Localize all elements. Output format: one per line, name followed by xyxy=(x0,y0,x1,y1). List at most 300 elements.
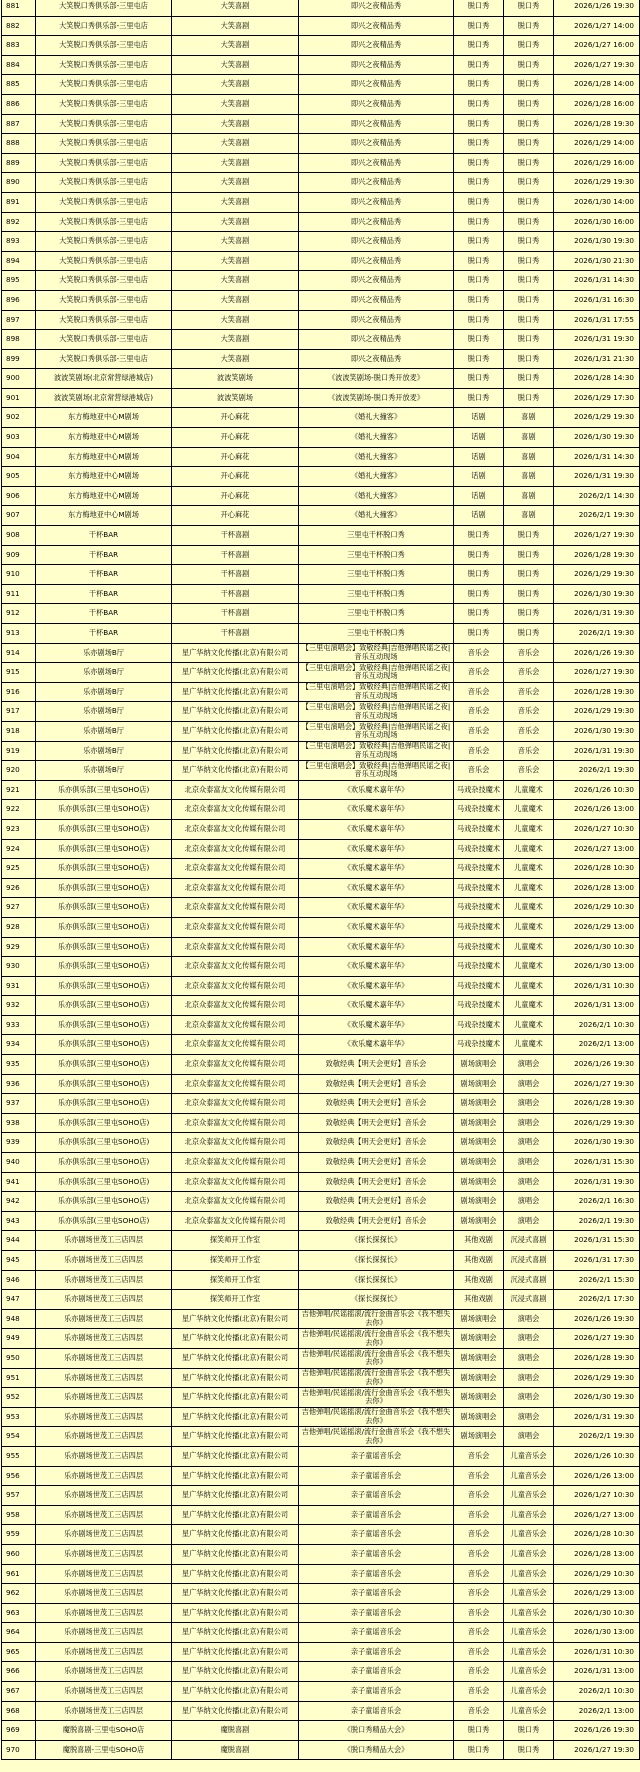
show-title-cell: 【三里屯演唱会】致敬经典|吉他弹唱民谣之夜|音乐互动现场 xyxy=(299,682,454,702)
venue-cell: 乐亦俱乐部(三里屯SOHO店) xyxy=(36,1074,172,1094)
datetime-cell: 2026/2/1 19:30 xyxy=(554,506,640,526)
subcategory-cell: 沉浸式喜剧 xyxy=(504,1231,554,1251)
row-number: 896 xyxy=(2,290,36,310)
organizer-cell: 星广华纳文化传播(北京)有限公司 xyxy=(172,1584,299,1604)
show-title-cell: 吉他弹唱/民谣摇滚/流行金曲音乐会《我不想失去你》 xyxy=(299,1309,454,1329)
show-title-cell: 《欢乐魔术嘉年华》 xyxy=(299,859,454,879)
table-row xyxy=(2,36,640,56)
venue-cell: 乐亦俱乐部(三里屯SOHO店) xyxy=(36,819,172,839)
table-row xyxy=(2,1153,640,1173)
row-number: 927 xyxy=(2,898,36,918)
show-title-cell: 亲子童谣音乐会 xyxy=(299,1642,454,1662)
venue-cell: 大笑脱口秀俱乐部-三里屯店 xyxy=(36,36,172,56)
subcategory-cell: 沉浸式喜剧 xyxy=(504,1290,554,1310)
show-title-cell: 吉他弹唱/民谣摇滚/流行金曲音乐会《我不想失去你》 xyxy=(299,1427,454,1447)
organizer-cell: 北京众泰富友文化传媒有限公司 xyxy=(172,1015,299,1035)
table-row xyxy=(2,467,640,487)
subcategory-cell: 音乐会 xyxy=(504,663,554,683)
row-number: 964 xyxy=(2,1623,36,1643)
table-row xyxy=(2,1348,640,1368)
subcategory-cell: 儿童音乐会 xyxy=(504,1446,554,1466)
table-row xyxy=(2,682,640,702)
subcategory-cell: 演唱会 xyxy=(504,1388,554,1408)
subcategory-cell: 脱口秀 xyxy=(504,16,554,36)
category-cell: 脱口秀 xyxy=(454,388,504,408)
table-row xyxy=(2,1290,640,1310)
category-cell: 脱口秀 xyxy=(454,545,504,565)
category-cell: 脱口秀 xyxy=(454,16,504,36)
datetime-cell: 2026/1/30 19:30 xyxy=(554,1133,640,1153)
organizer-cell: 北京众泰富友文化传媒有限公司 xyxy=(172,937,299,957)
organizer-cell: 开心麻花 xyxy=(172,467,299,487)
venue-cell: 干杯BAR xyxy=(36,584,172,604)
organizer-cell: 星广华纳文化传播(北京)有限公司 xyxy=(172,643,299,663)
table-row xyxy=(2,1603,640,1623)
row-number: 950 xyxy=(2,1348,36,1368)
venue-cell: 乐亦俱乐部(三里屯SOHO店) xyxy=(36,976,172,996)
show-title-cell: 《探长探探长》 xyxy=(299,1231,454,1251)
row-number: 930 xyxy=(2,957,36,977)
subcategory-cell: 脱口秀 xyxy=(504,212,554,232)
datetime-cell: 2026/1/30 19:30 xyxy=(554,584,640,604)
datetime-cell: 2026/1/28 14:30 xyxy=(554,369,640,389)
table-row xyxy=(2,1564,640,1584)
table-row xyxy=(2,780,640,800)
show-title-cell: 《欢乐魔术嘉年华》 xyxy=(299,780,454,800)
organizer-cell: 北京众泰富友文化传媒有限公司 xyxy=(172,1211,299,1231)
venue-cell: 大笑脱口秀俱乐部-三里屯店 xyxy=(36,153,172,173)
organizer-cell: 北京众泰富友文化传媒有限公司 xyxy=(172,878,299,898)
subcategory-cell: 脱口秀 xyxy=(504,310,554,330)
subcategory-cell: 演唱会 xyxy=(504,1309,554,1329)
row-number: 912 xyxy=(2,604,36,624)
subcategory-cell: 儿童魔术 xyxy=(504,878,554,898)
category-cell: 脱口秀 xyxy=(454,173,504,193)
organizer-cell: 大笑喜剧 xyxy=(172,290,299,310)
category-cell: 脱口秀 xyxy=(454,153,504,173)
show-title-cell: 亲子童谣音乐会 xyxy=(299,1505,454,1525)
subcategory-cell: 脱口秀 xyxy=(504,94,554,114)
datetime-cell: 2026/1/26 10:30 xyxy=(554,780,640,800)
datetime-cell: 2026/1/27 19:30 xyxy=(554,663,640,683)
venue-cell: 乐亦剧场世茂工三店四层 xyxy=(36,1348,172,1368)
subcategory-cell: 演唱会 xyxy=(504,1094,554,1114)
show-title-cell: 【三里屯演唱会】致敬经典|吉他弹唱民谣之夜|音乐互动现场 xyxy=(299,643,454,663)
subcategory-cell: 喜剧 xyxy=(504,467,554,487)
venue-cell: 乐亦剧场世茂工三店四层 xyxy=(36,1564,172,1584)
row-number: 959 xyxy=(2,1525,36,1545)
organizer-cell: 星广华纳文化传播(北京)有限公司 xyxy=(172,1446,299,1466)
venue-cell: 东方梅地亚中心M剧场 xyxy=(36,447,172,467)
row-number: 906 xyxy=(2,486,36,506)
organizer-cell: 星广华纳文化传播(北京)有限公司 xyxy=(172,702,299,722)
row-number: 946 xyxy=(2,1270,36,1290)
subcategory-cell: 儿童魔术 xyxy=(504,859,554,879)
subcategory-cell: 喜剧 xyxy=(504,408,554,428)
row-number: 913 xyxy=(2,624,36,644)
table-row xyxy=(2,1172,640,1192)
show-title-cell: 《欢乐魔术嘉年华》 xyxy=(299,878,454,898)
subcategory-cell: 儿童音乐会 xyxy=(504,1584,554,1604)
row-number: 920 xyxy=(2,761,36,781)
subcategory-cell: 脱口秀 xyxy=(504,349,554,369)
category-cell: 马戏杂技魔术 xyxy=(454,819,504,839)
show-title-cell: 致敬经典【明天会更好】音乐会 xyxy=(299,1055,454,1075)
row-number: 891 xyxy=(2,192,36,212)
datetime-cell: 2026/2/1 14:30 xyxy=(554,486,640,506)
organizer-cell: 大笑喜剧 xyxy=(172,251,299,271)
datetime-cell: 2026/1/31 19:30 xyxy=(554,1172,640,1192)
show-title-cell: 《婚礼大撞客》 xyxy=(299,486,454,506)
datetime-cell: 2026/2/1 17:30 xyxy=(554,1290,640,1310)
show-title-cell: 《婚礼大撞客》 xyxy=(299,408,454,428)
subcategory-cell: 儿童音乐会 xyxy=(504,1486,554,1506)
datetime-cell: 2026/1/26 19:30 xyxy=(554,643,640,663)
table-row xyxy=(2,584,640,604)
category-cell: 剧场演唱会 xyxy=(454,1192,504,1212)
table-row xyxy=(2,408,640,428)
category-cell: 音乐会 xyxy=(454,1603,504,1623)
table-row xyxy=(2,349,640,369)
show-title-cell: 亲子童谣音乐会 xyxy=(299,1584,454,1604)
category-cell: 音乐会 xyxy=(454,761,504,781)
table-row xyxy=(2,388,640,408)
organizer-cell: 星广华纳文化传播(北京)有限公司 xyxy=(172,1623,299,1643)
category-cell: 话剧 xyxy=(454,447,504,467)
show-title-cell: 亲子童谣音乐会 xyxy=(299,1662,454,1682)
row-number: 889 xyxy=(2,153,36,173)
row-number: 909 xyxy=(2,545,36,565)
schedule-table xyxy=(1,0,640,1760)
category-cell: 音乐会 xyxy=(454,721,504,741)
datetime-cell: 2026/1/30 13:00 xyxy=(554,1623,640,1643)
show-title-cell: 即兴之夜精品秀 xyxy=(299,310,454,330)
datetime-cell: 2026/1/31 17:30 xyxy=(554,1251,640,1271)
category-cell: 脱口秀 xyxy=(454,369,504,389)
row-number: 945 xyxy=(2,1251,36,1271)
venue-cell: 乐亦俱乐部(三里屯SOHO店) xyxy=(36,996,172,1016)
row-number: 935 xyxy=(2,1055,36,1075)
table-row xyxy=(2,996,640,1016)
show-title-cell: 吉他弹唱/民谣摇滚/流行金曲音乐会《我不想失去你》 xyxy=(299,1329,454,1349)
table-row xyxy=(2,898,640,918)
datetime-cell: 2026/1/28 19:30 xyxy=(554,545,640,565)
table-row xyxy=(2,800,640,820)
venue-cell: 乐亦剧场世茂工三店四层 xyxy=(36,1584,172,1604)
venue-cell: 乐亦剧场世茂工三店四层 xyxy=(36,1544,172,1564)
venue-cell: 乐亦剧场世茂工三店四层 xyxy=(36,1623,172,1643)
category-cell: 剧场演唱会 xyxy=(454,1427,504,1447)
row-number: 907 xyxy=(2,506,36,526)
row-number: 949 xyxy=(2,1329,36,1349)
datetime-cell: 2026/1/31 17:55 xyxy=(554,310,640,330)
row-number: 968 xyxy=(2,1701,36,1721)
table-row xyxy=(2,878,640,898)
show-title-cell: 即兴之夜精品秀 xyxy=(299,0,454,16)
subcategory-cell: 脱口秀 xyxy=(504,584,554,604)
organizer-cell: 大笑喜剧 xyxy=(172,134,299,154)
venue-cell: 乐亦俱乐部(三里屯SOHO店) xyxy=(36,1192,172,1212)
organizer-cell: 北京众泰富友文化传媒有限公司 xyxy=(172,957,299,977)
show-title-cell: 《欢乐魔术嘉年华》 xyxy=(299,957,454,977)
organizer-cell: 星广华纳文化传播(北京)有限公司 xyxy=(172,1329,299,1349)
venue-cell: 乐亦剧场世茂工三店四层 xyxy=(36,1662,172,1682)
row-number: 939 xyxy=(2,1133,36,1153)
category-cell: 脱口秀 xyxy=(454,604,504,624)
subcategory-cell: 脱口秀 xyxy=(504,526,554,546)
table-row xyxy=(2,957,640,977)
subcategory-cell: 脱口秀 xyxy=(504,75,554,95)
venue-cell: 乐亦剧场B厅 xyxy=(36,721,172,741)
datetime-cell: 2026/1/31 15:30 xyxy=(554,1153,640,1173)
organizer-cell: 北京众泰富友文化传媒有限公司 xyxy=(172,1035,299,1055)
show-title-cell: 致敬经典【明天会更好】音乐会 xyxy=(299,1172,454,1192)
show-title-cell: 即兴之夜精品秀 xyxy=(299,153,454,173)
show-title-cell: 即兴之夜精品秀 xyxy=(299,251,454,271)
row-number: 893 xyxy=(2,232,36,252)
organizer-cell: 北京众泰富友文化传媒有限公司 xyxy=(172,898,299,918)
table-row xyxy=(2,1309,640,1329)
organizer-cell: 波波笑剧场 xyxy=(172,369,299,389)
datetime-cell: 2026/1/30 19:30 xyxy=(554,232,640,252)
organizer-cell: 星广华纳文化传播(北京)有限公司 xyxy=(172,1525,299,1545)
datetime-cell: 2026/1/29 10:30 xyxy=(554,1564,640,1584)
category-cell: 话剧 xyxy=(454,506,504,526)
category-cell: 脱口秀 xyxy=(454,526,504,546)
category-cell: 脱口秀 xyxy=(454,349,504,369)
datetime-cell: 2026/1/29 19:30 xyxy=(554,565,640,585)
show-title-cell: 《欢乐魔术嘉年华》 xyxy=(299,1015,454,1035)
category-cell: 脱口秀 xyxy=(454,271,504,291)
row-number: 903 xyxy=(2,428,36,448)
table-row xyxy=(2,1329,640,1349)
row-number: 966 xyxy=(2,1662,36,1682)
show-title-cell: 亲子童谣音乐会 xyxy=(299,1446,454,1466)
subcategory-cell: 演唱会 xyxy=(504,1407,554,1427)
datetime-cell: 2026/1/30 10:30 xyxy=(554,937,640,957)
organizer-cell: 干杯喜剧 xyxy=(172,624,299,644)
show-title-cell: 即兴之夜精品秀 xyxy=(299,55,454,75)
venue-cell: 乐亦剧场世茂工三店四层 xyxy=(36,1388,172,1408)
datetime-cell: 2026/1/28 19:30 xyxy=(554,682,640,702)
venue-cell: 乐亦剧场世茂工三店四层 xyxy=(36,1486,172,1506)
datetime-cell: 2026/1/29 19:30 xyxy=(554,408,640,428)
datetime-cell: 2026/1/29 10:30 xyxy=(554,898,640,918)
venue-cell: 乐亦剧场世茂工三店四层 xyxy=(36,1701,172,1721)
row-number: 886 xyxy=(2,94,36,114)
row-number: 958 xyxy=(2,1505,36,1525)
category-cell: 剧场演唱会 xyxy=(454,1329,504,1349)
subcategory-cell: 演唱会 xyxy=(504,1172,554,1192)
datetime-cell: 2026/1/26 13:00 xyxy=(554,1466,640,1486)
table-row xyxy=(2,1211,640,1231)
show-title-cell: 《欢乐魔术嘉年华》 xyxy=(299,996,454,1016)
organizer-cell: 探笑师开工作室 xyxy=(172,1251,299,1271)
category-cell: 音乐会 xyxy=(454,1584,504,1604)
row-number: 936 xyxy=(2,1074,36,1094)
table-row xyxy=(2,1407,640,1427)
venue-cell: 乐亦俱乐部(三里屯SOHO店) xyxy=(36,1172,172,1192)
organizer-cell: 北京众泰富友文化传媒有限公司 xyxy=(172,1153,299,1173)
datetime-cell: 2026/1/27 19:30 xyxy=(554,55,640,75)
organizer-cell: 星广华纳文化传播(北京)有限公司 xyxy=(172,761,299,781)
subcategory-cell: 演唱会 xyxy=(504,1055,554,1075)
table-row xyxy=(2,1446,640,1466)
row-number: 952 xyxy=(2,1388,36,1408)
category-cell: 马戏杂技魔术 xyxy=(454,839,504,859)
show-title-cell: 亲子童谣音乐会 xyxy=(299,1486,454,1506)
category-cell: 脱口秀 xyxy=(454,232,504,252)
table-row xyxy=(2,1251,640,1271)
subcategory-cell: 脱口秀 xyxy=(504,192,554,212)
subcategory-cell: 儿童音乐会 xyxy=(504,1544,554,1564)
datetime-cell: 2026/1/28 19:30 xyxy=(554,1348,640,1368)
organizer-cell: 星广华纳文化传播(北京)有限公司 xyxy=(172,1642,299,1662)
show-title-cell: 吉他弹唱/民谣摇滚/流行金曲音乐会《我不想失去你》 xyxy=(299,1368,454,1388)
category-cell: 音乐会 xyxy=(454,1623,504,1643)
datetime-cell: 2026/1/31 19:30 xyxy=(554,604,640,624)
venue-cell: 乐亦剧场世茂工三店四层 xyxy=(36,1368,172,1388)
category-cell: 脱口秀 xyxy=(454,36,504,56)
category-cell: 脱口秀 xyxy=(454,94,504,114)
category-cell: 马戏杂技魔术 xyxy=(454,800,504,820)
category-cell: 脱口秀 xyxy=(454,310,504,330)
datetime-cell: 2026/1/26 13:00 xyxy=(554,800,640,820)
datetime-cell: 2026/2/1 15:30 xyxy=(554,1270,640,1290)
organizer-cell: 大笑喜剧 xyxy=(172,310,299,330)
venue-cell: 乐亦剧场世茂工三店四层 xyxy=(36,1427,172,1447)
venue-cell: 东方梅地亚中心M剧场 xyxy=(36,486,172,506)
datetime-cell: 2026/1/28 10:30 xyxy=(554,1525,640,1545)
organizer-cell: 星广华纳文化传播(北京)有限公司 xyxy=(172,1544,299,1564)
venue-cell: 大笑脱口秀俱乐部-三里屯店 xyxy=(36,192,172,212)
row-number: 911 xyxy=(2,584,36,604)
organizer-cell: 北京众泰富友文化传媒有限公司 xyxy=(172,1113,299,1133)
row-number: 914 xyxy=(2,643,36,663)
organizer-cell: 星广华纳文化传播(北京)有限公司 xyxy=(172,1407,299,1427)
organizer-cell: 探笑师开工作室 xyxy=(172,1231,299,1251)
category-cell: 马戏杂技魔术 xyxy=(454,996,504,1016)
subcategory-cell: 儿童魔术 xyxy=(504,957,554,977)
subcategory-cell: 脱口秀 xyxy=(504,604,554,624)
row-number: 883 xyxy=(2,36,36,56)
venue-cell: 干杯BAR xyxy=(36,545,172,565)
datetime-cell: 2026/2/1 16:30 xyxy=(554,1192,640,1212)
row-number: 887 xyxy=(2,114,36,134)
row-number: 894 xyxy=(2,251,36,271)
show-title-cell: 亲子童谣音乐会 xyxy=(299,1701,454,1721)
row-number: 905 xyxy=(2,467,36,487)
subcategory-cell: 儿童魔术 xyxy=(504,1035,554,1055)
subcategory-cell: 脱口秀 xyxy=(504,173,554,193)
category-cell: 其他戏剧 xyxy=(454,1270,504,1290)
show-title-cell: 三里屯干杯脱口秀 xyxy=(299,565,454,585)
venue-cell: 乐亦俱乐部(三里屯SOHO店) xyxy=(36,1113,172,1133)
table-row xyxy=(2,1133,640,1153)
table-row xyxy=(2,1388,640,1408)
table-row xyxy=(2,94,640,114)
venue-cell: 大笑脱口秀俱乐部-三里屯店 xyxy=(36,251,172,271)
table-row xyxy=(2,192,640,212)
table-row xyxy=(2,1721,640,1741)
venue-cell: 东方梅地亚中心M剧场 xyxy=(36,467,172,487)
row-number: 910 xyxy=(2,565,36,585)
category-cell: 音乐会 xyxy=(454,682,504,702)
venue-cell: 乐亦剧场世茂工三店四层 xyxy=(36,1446,172,1466)
datetime-cell: 2026/1/27 13:00 xyxy=(554,1505,640,1525)
subcategory-cell: 演唱会 xyxy=(504,1329,554,1349)
subcategory-cell: 脱口秀 xyxy=(504,565,554,585)
category-cell: 音乐会 xyxy=(454,1466,504,1486)
show-title-cell: 即兴之夜精品秀 xyxy=(299,36,454,56)
category-cell: 脱口秀 xyxy=(454,624,504,644)
venue-cell: 乐亦剧场B厅 xyxy=(36,702,172,722)
table-row xyxy=(2,428,640,448)
row-number: 951 xyxy=(2,1368,36,1388)
venue-cell: 乐亦剧场世茂工三店四层 xyxy=(36,1466,172,1486)
venue-cell: 大笑脱口秀俱乐部-三里屯店 xyxy=(36,310,172,330)
show-title-cell: 三里屯干杯脱口秀 xyxy=(299,526,454,546)
organizer-cell: 星广华纳文化传播(北京)有限公司 xyxy=(172,721,299,741)
organizer-cell: 北京众泰富友文化传媒有限公司 xyxy=(172,976,299,996)
organizer-cell: 北京众泰富友文化传媒有限公司 xyxy=(172,1133,299,1153)
organizer-cell: 北京众泰富友文化传媒有限公司 xyxy=(172,1074,299,1094)
category-cell: 马戏杂技魔术 xyxy=(454,859,504,879)
venue-cell: 大笑脱口秀俱乐部-三里屯店 xyxy=(36,0,172,16)
subcategory-cell: 音乐会 xyxy=(504,741,554,761)
organizer-cell: 大笑喜剧 xyxy=(172,94,299,114)
organizer-cell: 探笑师开工作室 xyxy=(172,1270,299,1290)
subcategory-cell: 儿童音乐会 xyxy=(504,1662,554,1682)
datetime-cell: 2026/1/26 19:30 xyxy=(554,1309,640,1329)
subcategory-cell: 演唱会 xyxy=(504,1153,554,1173)
row-number: 965 xyxy=(2,1642,36,1662)
subcategory-cell: 儿童音乐会 xyxy=(504,1466,554,1486)
datetime-cell: 2026/1/26 19:30 xyxy=(554,0,640,16)
datetime-cell: 2026/1/28 13:00 xyxy=(554,1544,640,1564)
table-row xyxy=(2,937,640,957)
organizer-cell: 星广华纳文化传播(北京)有限公司 xyxy=(172,1486,299,1506)
row-number: 895 xyxy=(2,271,36,291)
row-number: 948 xyxy=(2,1309,36,1329)
venue-cell: 大笑脱口秀俱乐部-三里屯店 xyxy=(36,271,172,291)
subcategory-cell: 演唱会 xyxy=(504,1133,554,1153)
subcategory-cell: 演唱会 xyxy=(504,1113,554,1133)
row-number: 899 xyxy=(2,349,36,369)
table-row xyxy=(2,1623,640,1643)
show-title-cell: 亲子童谣音乐会 xyxy=(299,1544,454,1564)
category-cell: 马戏杂技魔术 xyxy=(454,957,504,977)
organizer-cell: 北京众泰富友文化传媒有限公司 xyxy=(172,780,299,800)
table-row xyxy=(2,1270,640,1290)
row-number: 884 xyxy=(2,55,36,75)
category-cell: 剧场演唱会 xyxy=(454,1074,504,1094)
table-row xyxy=(2,604,640,624)
show-title-cell: 《波波笑剧场-脱口秀开放麦》 xyxy=(299,388,454,408)
category-cell: 脱口秀 xyxy=(454,75,504,95)
datetime-cell: 2026/1/31 13:00 xyxy=(554,996,640,1016)
subcategory-cell: 儿童魔术 xyxy=(504,976,554,996)
venue-cell: 东方梅地亚中心M剧场 xyxy=(36,506,172,526)
show-title-cell: 【三里屯演唱会】致敬经典|吉他弹唱民谣之夜|音乐互动现场 xyxy=(299,702,454,722)
category-cell: 马戏杂技魔术 xyxy=(454,898,504,918)
subcategory-cell: 儿童魔术 xyxy=(504,898,554,918)
subcategory-cell: 脱口秀 xyxy=(504,624,554,644)
row-number: 908 xyxy=(2,526,36,546)
row-number: 941 xyxy=(2,1172,36,1192)
datetime-cell: 2026/1/27 19:30 xyxy=(554,1740,640,1760)
row-number: 962 xyxy=(2,1584,36,1604)
